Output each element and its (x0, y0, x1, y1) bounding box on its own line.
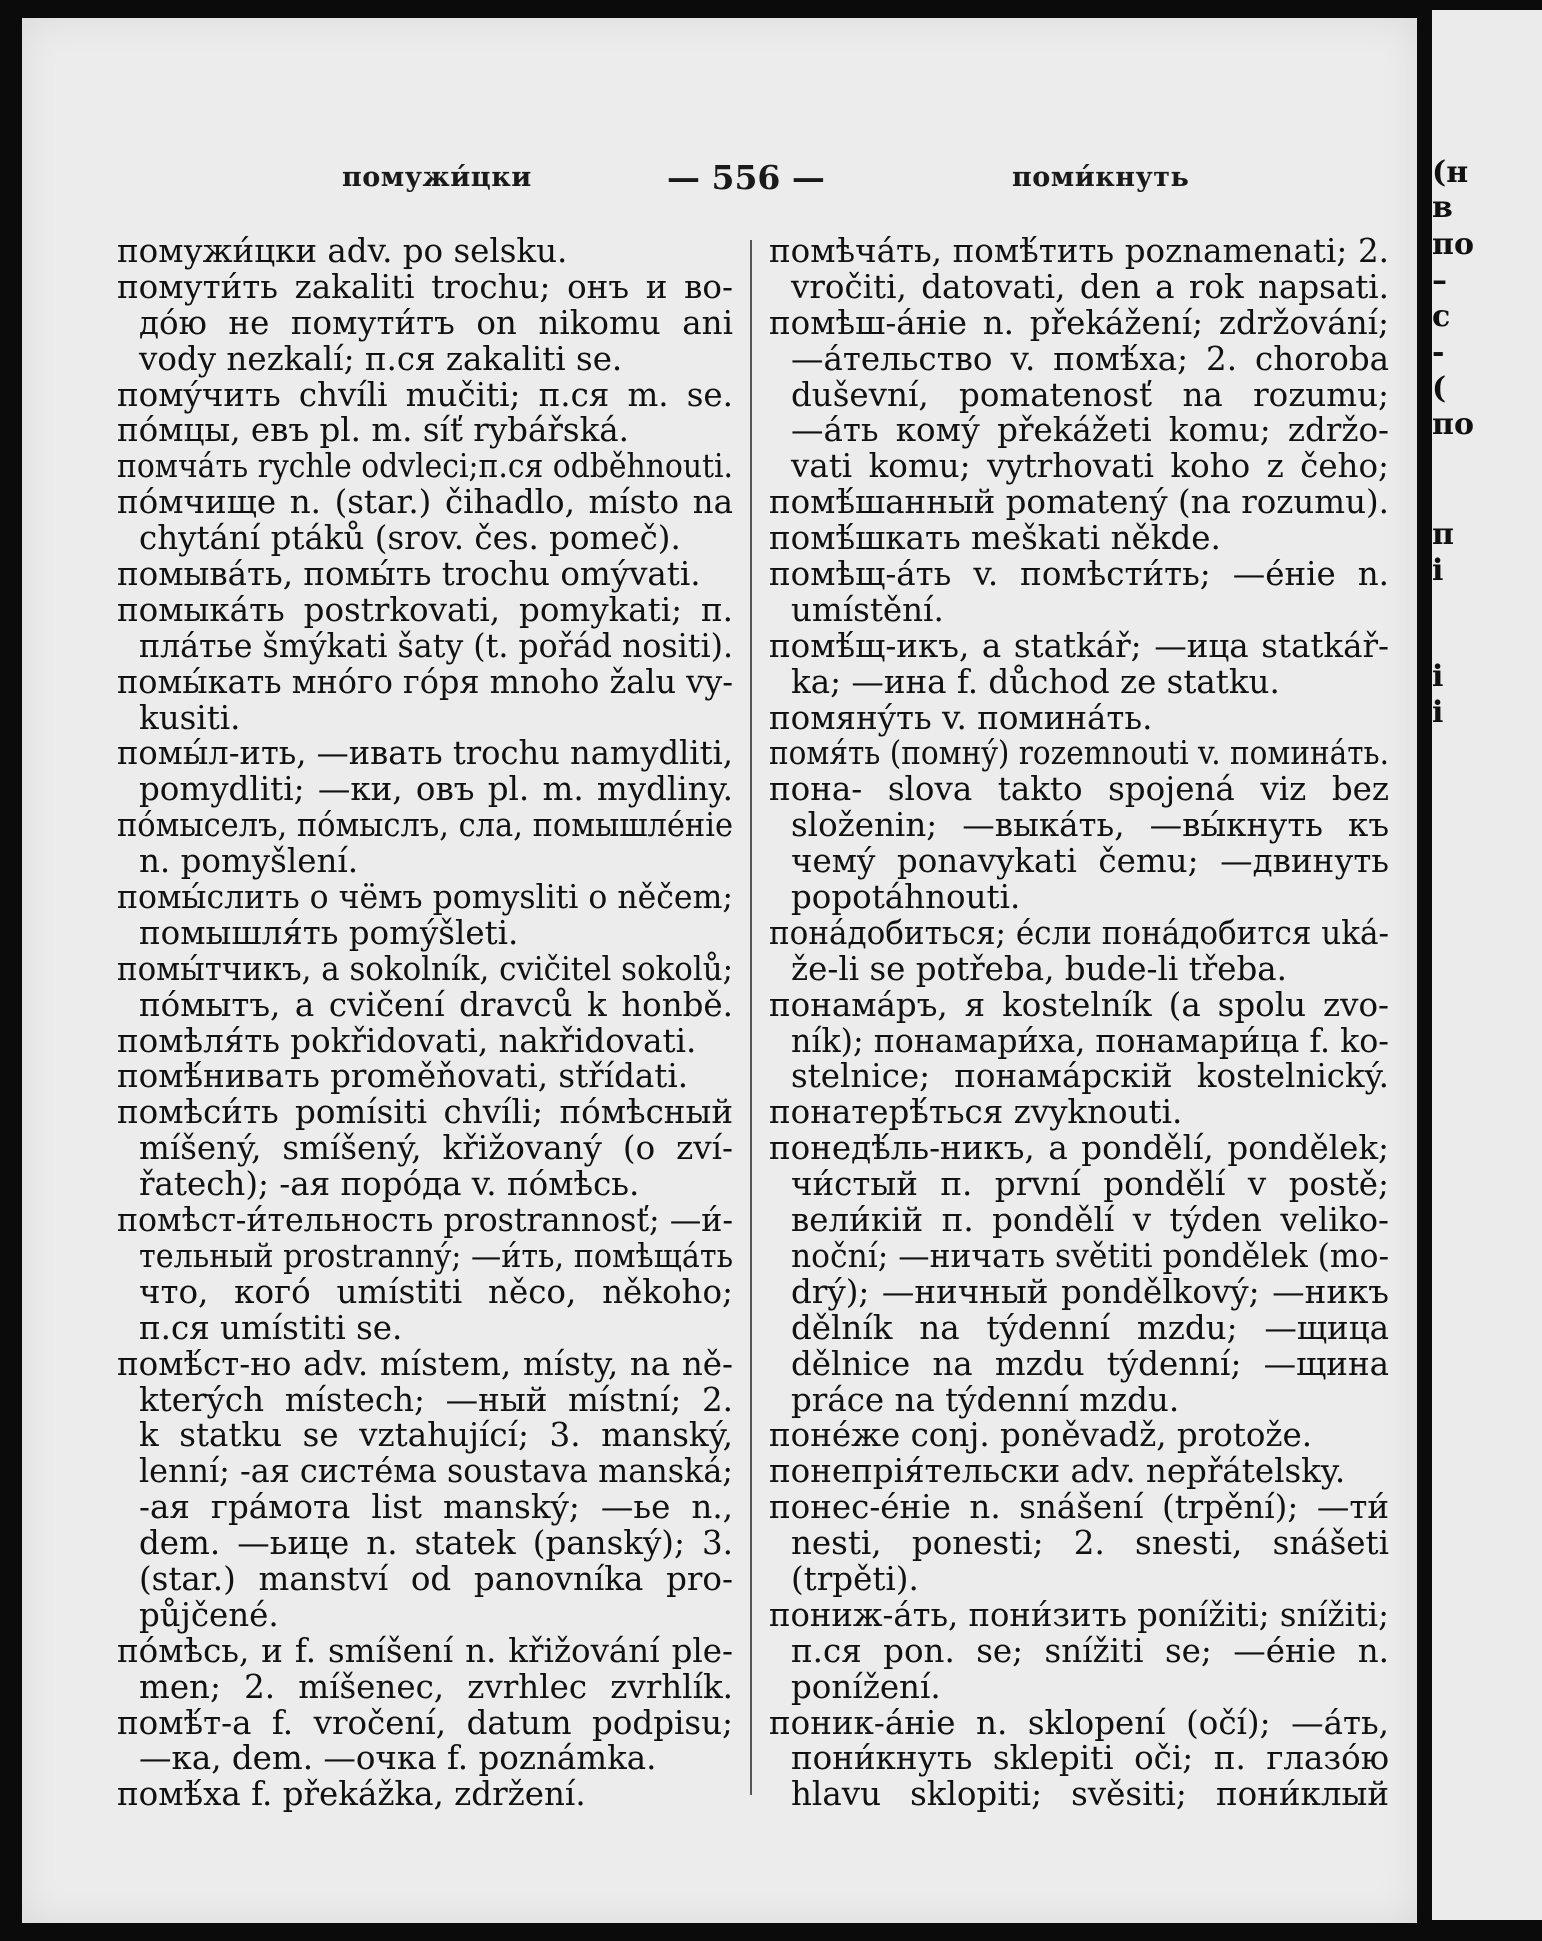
adjacent-page-fragment: в (1432, 190, 1453, 225)
adjacent-page-fragment: і (1432, 659, 1444, 694)
dictionary-line: n. pomyšlení. (139, 842, 359, 881)
dictionary-line: помянýть v. помина́ть. (769, 698, 1153, 737)
dictionary-line: тельный prostranný; —и́ть, помѣща́ть (139, 1236, 734, 1275)
dictionary-line: k statku se vztahující; 3. manský, (139, 1416, 733, 1455)
dictionary-line: по́мытъ, a cvičení dravců k honbě. (139, 985, 733, 1024)
dictionary-line: помýчить chvíli mučiti; п.ся m. se. (117, 375, 733, 414)
dictionary-line: помыка́ть postrkovati, pomykati; п. (117, 590, 733, 629)
dictionary-line: понепрія́тельски adv. nepřátelsky. (769, 1452, 1346, 1491)
dictionary-line: поне́же conj. poněvadž, protože. (769, 1416, 1313, 1455)
dictionary-line: složenin; —выка́ть, —вы́кнуть къ (791, 806, 1389, 845)
dictionary-line: понедѣ́ль-никъ, a pondělí, pondělek; (769, 1129, 1389, 1168)
dictionary-line: noční; —ничать světiti pondělek (mo- (791, 1236, 1390, 1275)
dictionary-line: помѣщ-а́ть v. помѣсти́ть; —е́ніе n. (769, 555, 1389, 594)
adjacent-page-fragment: - (1432, 335, 1445, 370)
dictionary-line: пона́добиться; е́сли пона́добится uká- (769, 913, 1389, 952)
dictionary-line: помужи́цки adv. po selsku. (117, 232, 568, 270)
dictionary-line: пони́кнуть sklepiti oči; п. глазо́ю (791, 1739, 1389, 1778)
dictionary-line: помѣля́ть pokřidovati, nakřidovati. (117, 1021, 697, 1060)
adjacent-page-fragment: (н (1432, 155, 1469, 190)
dictionary-line: помѣ́ха f. překážka, zdržení. (117, 1775, 586, 1814)
dictionary-line: пона- slova takto spojená viz bez (769, 770, 1389, 809)
right-column (769, 234, 1389, 1813)
dictionary-line: dem. —ьице n. statek (panský); 3. (139, 1524, 733, 1563)
dictionary-line: práce na týdenní mzdu. (791, 1380, 1180, 1419)
dictionary-line: помы́тчикъ, a sokolník, cvičitel sokolů; (117, 949, 733, 988)
dictionary-line: stelnice; понама́рскій kostelnický. (791, 1057, 1389, 1096)
dictionary-line: pomydliti; —ки, овъ pl. m. mydliny. (139, 770, 733, 809)
dictionary-line: —ка, dem. —очка f. poznámka. (139, 1739, 657, 1778)
dictionary-line: пла́тье šmýkati šaty (t. pořád nositi). (139, 626, 734, 665)
dictionary-line: помѣст-и́тельность prostrannosť; —и́- (117, 1201, 734, 1240)
dictionary-line: men; 2. míšenec, zvrhlec zvrhlík. (139, 1667, 733, 1706)
header-right-guideword: поми́кнуть (1012, 162, 1190, 193)
adjacent-page-fragment: і (1432, 695, 1444, 730)
dictionary-line: помя́ть (помнý) rozemnouti v. помина́ть. (769, 734, 1389, 773)
dictionary-line: drý); —ничный pondělkový; —никъ (791, 1272, 1389, 1311)
dictionary-line: помы́л-ить, —ивать trochu namydliti, (117, 734, 733, 773)
dictionary-line: чемý ponavykati čemu; —двинуть (791, 842, 1389, 881)
dictionary-line: что, кого́ umístiti něco, někoho; (139, 1272, 733, 1311)
dictionary-line: помѣ́ст-но adv. místem, místy, na ně- (117, 1344, 733, 1383)
dictionary-line: dělnice na mzdu týdenní; —щина (791, 1344, 1389, 1383)
dictionary-line: popotáhnouti. (791, 878, 1021, 917)
dictionary-line: помѣ́т-а f. vročení, datum podpisu; (117, 1703, 733, 1742)
dictionary-line: понес-е́ніе n. snášení (trpění); —ти́ (769, 1488, 1389, 1527)
dictionary-line: помути́ть zakaliti trochu; онъ и во- (117, 267, 733, 306)
dictionary-line: hlavu sklopiti; svěsiti; пони́клый (791, 1775, 1389, 1814)
dictionary-line: п.ся pon. se; snížiti se; —е́ніе n. (791, 1631, 1389, 1670)
dictionary-line: помы́кать мно́го го́ря mnoho žalu vy- (117, 662, 734, 701)
adjacent-page-fragment: ( (1432, 371, 1447, 406)
dictionary-line: -ая гра́мота list manský; —ье n., (139, 1488, 733, 1527)
adjacent-page-edge (1432, 10, 1542, 1920)
dictionary-line: vati komu; vytrhovati koho z čeho; (791, 447, 1389, 486)
page-header (22, 158, 1417, 198)
dictionary-line: вели́кій п. pondělí v týden veliko- (791, 1201, 1389, 1240)
dictionary-line: (trpěti). (791, 1559, 919, 1598)
dictionary-line: понатерѣ́ться zvyknouti. (769, 1093, 1183, 1132)
dictionary-line: п.ся umístiti se. (139, 1308, 403, 1347)
dictionary-line: že-li se potřeba, bude-li třeba. (791, 949, 1287, 988)
adjacent-page-fragment: і (1432, 553, 1444, 588)
dictionary-line: —а́тельство v. помѣ́ха; 2. choroba (791, 339, 1389, 378)
dictionary-line: чи́стый п. první pondělí v postě; (791, 1165, 1389, 1204)
dictionary-line: ka; —ина f. důchod ze statku. (791, 662, 1280, 701)
dictionary-line: помѣ́щ-икъ, a statkář; —ица statkář- (769, 626, 1389, 665)
adjacent-page-fragment: по (1432, 227, 1474, 262)
left-column (117, 234, 733, 1813)
dictionary-line: ník); понамари́ха, понамари́ца f. ko- (791, 1021, 1389, 1060)
dictionary-line: помѣси́ть pomísiti chvíli; по́мѣсный (117, 1093, 733, 1132)
dictionary-line: lenní; -ая систе́ма soustava manská; (139, 1452, 734, 1491)
dictionary-line: ponížení. (791, 1667, 941, 1706)
dictionary-line: —а́ть кому́ překážeti komu; zdržo- (791, 411, 1389, 450)
dictionary-line: nesti, ponesti; 2. snesti, snášeti (791, 1524, 1389, 1563)
dictionary-line: kusiti. (139, 698, 241, 737)
dictionary-line: по́мыселъ, по́мыслъ, сла, помышле́ніе (117, 806, 734, 845)
header-left-guideword: помужи́цки (342, 162, 532, 193)
column-divider (750, 240, 752, 1795)
adjacent-page-fragment: п (1432, 517, 1454, 552)
dictionary-page (22, 18, 1417, 1923)
adjacent-page-fragment: c (1432, 299, 1451, 334)
dictionary-line: до́ю не помути́тъ on nikomu ani (139, 303, 733, 342)
dictionary-line: по́мчище n. (star.) čihadlo, místo na (117, 483, 733, 522)
dictionary-line: помѣ́нивать proměňovati, střídati. (117, 1057, 689, 1096)
dictionary-line: chytání ptáků (srov. čes. pomeč). (139, 519, 681, 558)
dictionary-line: помѣш-а́ніе n. překážení; zdržování; (769, 303, 1389, 342)
dictionary-line: помѣ́шанный pomatený (na rozumu). (769, 483, 1389, 522)
dictionary-line: помѣча́ть, помѣ́тить poznamenati; 2. (769, 232, 1389, 270)
dictionary-line: по́мцы, евъ pl. m. síť rybářská. (117, 411, 629, 450)
dictionary-line: umístění. (791, 590, 944, 629)
dictionary-line: kterých místech; —ный místní; 2. (139, 1380, 733, 1419)
dictionary-line: понама́ръ, я kostelník (a spolu zvo- (769, 985, 1389, 1024)
dictionary-line: пониж-а́ть, пони́зить ponížiti; snížiti; (769, 1595, 1389, 1634)
page-number: — 556 — (667, 158, 825, 197)
dictionary-line: поник-а́ніе n. sklopení (očí); —а́ть, (769, 1703, 1389, 1742)
dictionary-line: (star.) manství od panovníka pro- (139, 1559, 733, 1598)
dictionary-line: помча́ть rychle odvleci;п.ся odběhnouti. (117, 447, 734, 486)
dictionary-line: dělník na týdenní mzdu; —щица (791, 1308, 1389, 1347)
dictionary-line: по́мѣсь, и f. smíšení n. křižování ple- (117, 1631, 733, 1670)
adjacent-page-fragment: по (1432, 407, 1474, 442)
dictionary-line: řatech); -ая поро́да v. по́мѣсь. (139, 1165, 640, 1204)
dictionary-line: vody nezkalí; п.ся zakaliti se. (139, 339, 623, 378)
dictionary-line: půjčené. (139, 1595, 279, 1634)
dictionary-line: помѣ́шкать meškati někde. (769, 519, 1221, 558)
dictionary-line: помыва́ть, помы́ть trochu omývati. (117, 555, 701, 594)
dictionary-line: помышля́ть pomýšleti. (139, 913, 519, 952)
dictionary-line: vročiti, datovati, den a rok napsati. (791, 267, 1389, 306)
dictionary-line: duševní, pomatenosť na rozumu; (791, 375, 1389, 414)
adjacent-page-fragment: – (1432, 263, 1447, 298)
dictionary-line: помы́слить о чёмъ pomysliti o něčem; (117, 878, 733, 917)
dictionary-line: míšený, smíšený, křižovaný (o zví- (139, 1129, 733, 1168)
